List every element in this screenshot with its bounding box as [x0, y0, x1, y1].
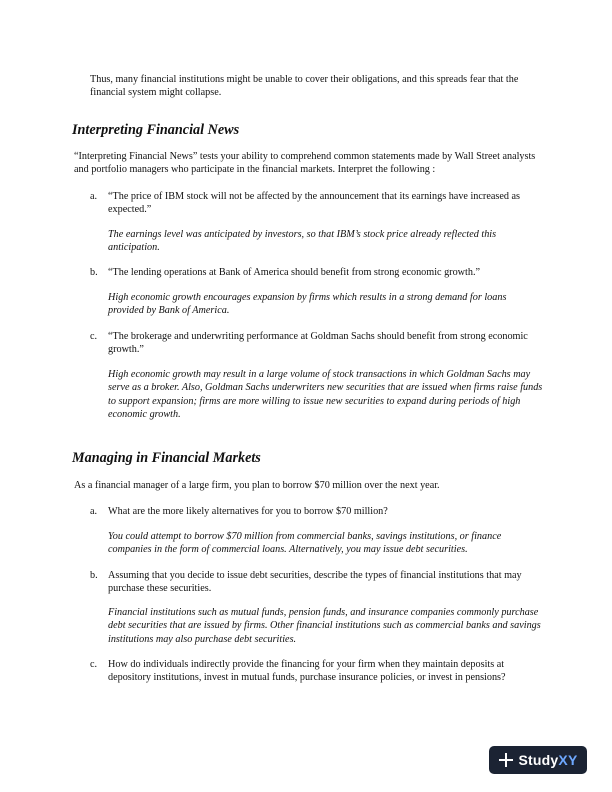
question-text: “The brokerage and underwriting performance at Goldman Sachs should benefit from strong economic growth.” — [108, 331, 528, 356]
plus-icon — [499, 753, 513, 767]
section1-question-b — [90, 266, 546, 279]
section2-intro: As a financial manager of a large firm, you plan to borrow $70 million over the next year. — [74, 480, 440, 491]
section2-question-c — [90, 658, 546, 685]
section2-answer-b: Financial institutions such as mutual funds, pension funds, and insurance companies commonly purchase debt securities that are issued by firms. Other financial institutions such as commercial banks and savings institutions may also purchase debt securities. — [108, 607, 541, 645]
opening-paragraph: Thus, many financial institutions might be unable to cover their obligations, and this spreads fear that the financial system might collapse. — [90, 74, 519, 99]
question-text: What are the more likely alternatives for you to borrow $70 million? — [108, 506, 388, 517]
section2-answer-a: You could attempt to borrow $70 million from commercial banks, savings institutions, or finance companies in the form of commercial loans. Alternatively, you may issue debt securities. — [108, 531, 502, 556]
section1-answer-a: The earnings level was anticipated by investors, so that IBM’s stock price already reflected this anticipation. — [108, 229, 497, 254]
section2-question-b — [90, 569, 546, 596]
section1-intro: “Interpreting Financial News” tests your ability to comprehend common statements made by Wall Street analysts and portfolio managers who participate in the financial markets. Interpret the following : — [74, 151, 536, 176]
brand-suffix: XY — [558, 752, 578, 768]
section-heading-managing: Managing in Financial Markets — [72, 450, 261, 466]
section2-question-a — [90, 505, 546, 518]
item-marker: a. — [90, 506, 98, 517]
brand-prefix: Study — [518, 752, 559, 768]
section1-question-c — [90, 330, 546, 357]
item-marker: c. — [90, 659, 98, 670]
question-text: Assuming that you decide to issue debt securities, describe the types of financial institutions that may purchase these securities. — [108, 570, 522, 595]
section-heading-interpreting: Interpreting Financial News — [72, 122, 240, 138]
studyxy-logo — [489, 746, 587, 774]
question-text: How do individuals indirectly provide the financing for your firm when they maintain deposits at depository institutions, invest in mutual funds, purchase insurance policies, or invest in pensions? — [108, 659, 506, 684]
question-text: “The lending operations at Bank of America should benefit from strong economic growth.” — [108, 267, 481, 278]
section1-answer-b: High economic growth encourages expansion by firms which results in a strong demand for loans provided by Bank of America. — [108, 292, 507, 317]
item-marker: b. — [90, 267, 98, 278]
item-marker: b. — [90, 570, 98, 581]
section1-question-a — [90, 190, 546, 217]
section1-answer-c: High economic growth may result in a large volume of stock transactions in which Goldman Sachs may serve as a broker. Also, Goldman Sachs underwriters new securities that are issued when firms raise funds to support expansion; firms are more willing to issue new securities to expand during periods of high economic growth. — [108, 369, 543, 421]
item-marker: c. — [90, 331, 98, 342]
item-marker: a. — [90, 191, 98, 202]
question-text: “The price of IBM stock will not be affected by the announcement that its earnings have increased as expected.” — [108, 191, 520, 216]
